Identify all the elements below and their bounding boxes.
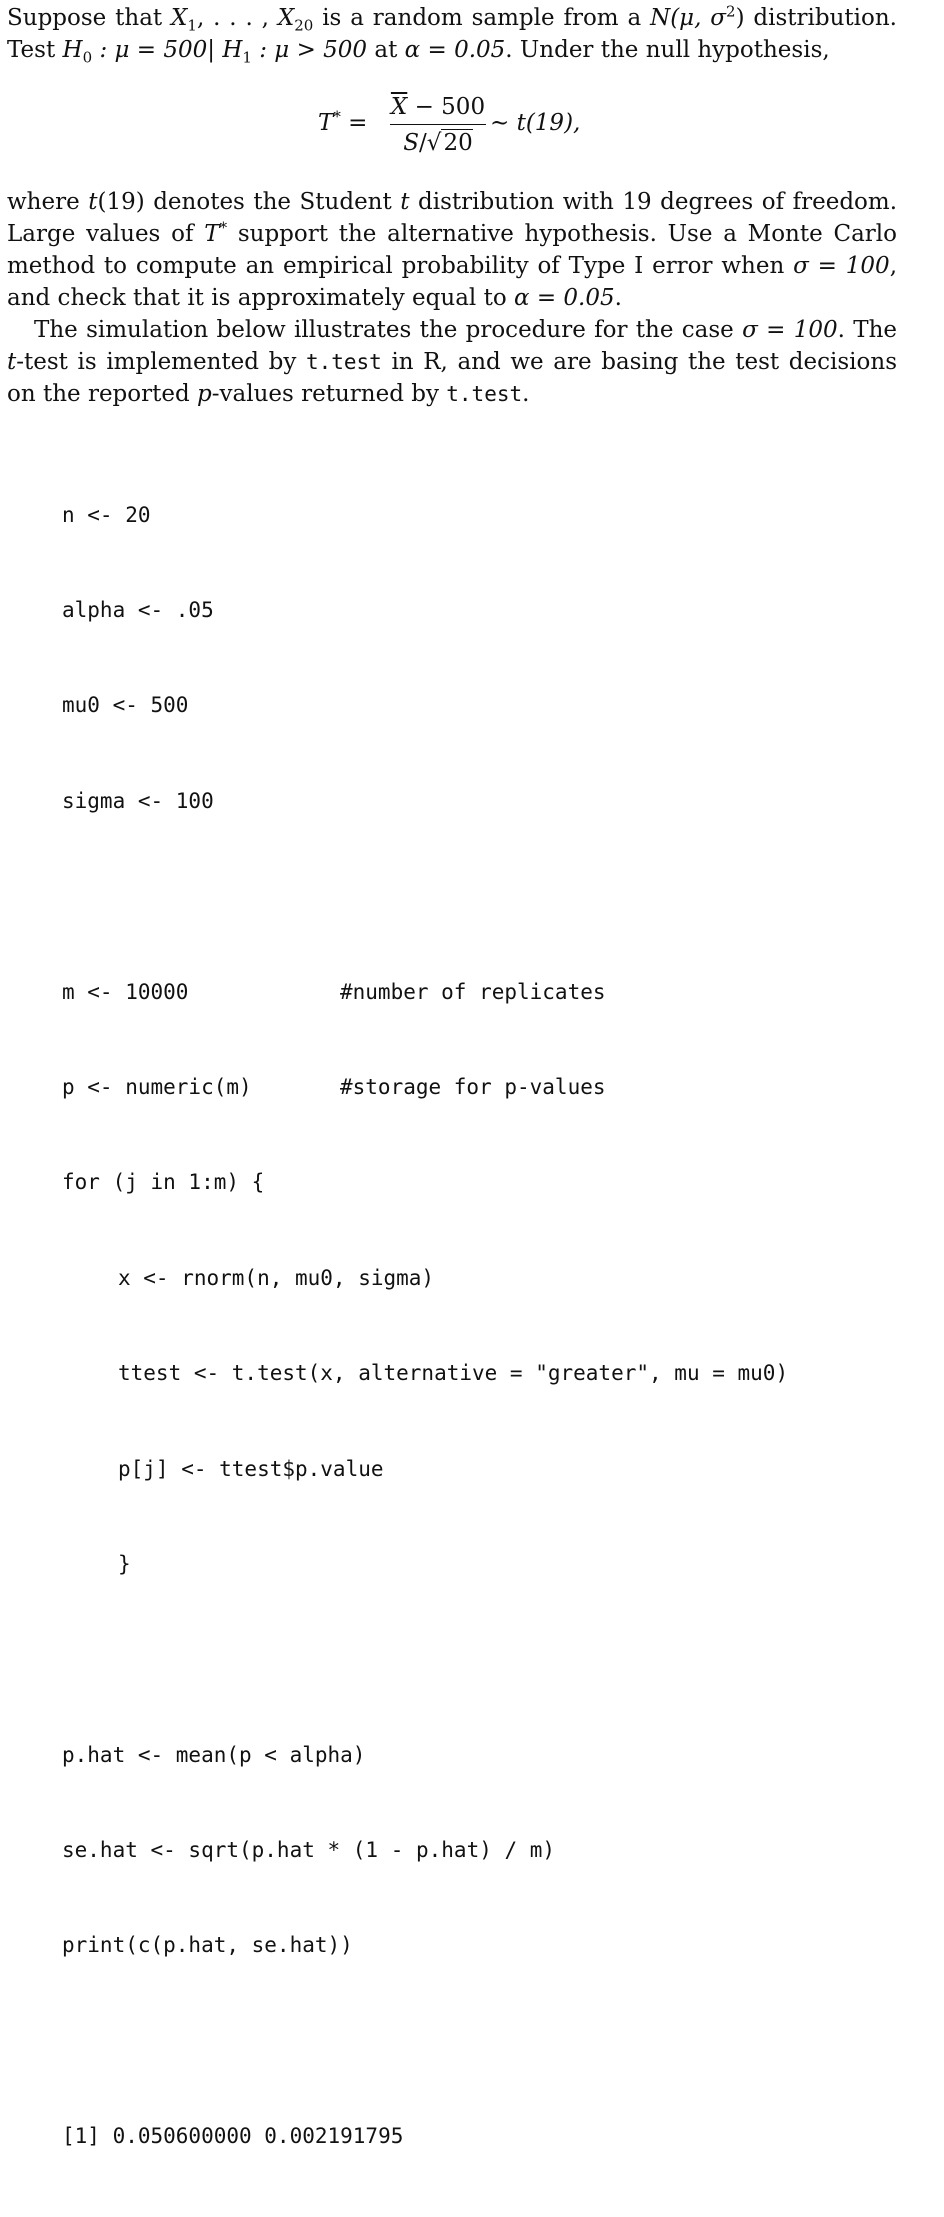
math-var: t (400, 189, 410, 215)
text: is a random sample from a (313, 5, 651, 31)
code-line: alpha <- .05 (62, 597, 214, 622)
math-text: (19) (97, 189, 145, 215)
math-var: H (62, 37, 83, 63)
equation-lhs (318, 107, 368, 136)
test-statistic-equation (0, 88, 944, 168)
math-var: H (222, 37, 243, 63)
math-text: α = 0.05 (404, 37, 506, 63)
code-statement: p <- numeric(m) (62, 1074, 252, 1099)
math-text: σ = 100 (742, 317, 838, 343)
math-var: $\overline{X}$ (390, 94, 408, 120)
math-text: 20 (443, 130, 473, 156)
text: -values returned by (211, 381, 447, 407)
paragraph-description (7, 186, 897, 314)
paragraph-intro (7, 2, 897, 66)
text: denotes the Student (144, 189, 401, 215)
code-line: p.hat <- mean(p < alpha) (62, 1742, 366, 1767)
text: . (522, 381, 530, 407)
text: -test is implemented by (16, 349, 306, 375)
code-blank-line (62, 1644, 902, 1676)
code-line: x <- rnorm(n, mu0, sigma) (118, 1265, 435, 1290)
math-text: ) (735, 5, 745, 31)
text: . The (837, 317, 897, 343)
code-blank-line (62, 881, 902, 913)
code-line: print(c(p.hat, se.hat)) (62, 1933, 353, 1958)
code-statement: for (j in 1:m) { (62, 1170, 265, 1195)
math-text: = (340, 110, 368, 136)
code-statement: m <- 10000 (62, 979, 189, 1004)
math-sub: 1 (242, 48, 252, 67)
text: Suppose that (7, 5, 172, 31)
math-text: − 500 (407, 94, 486, 120)
math-var: t (88, 189, 98, 215)
math-text: , . . . , (196, 5, 278, 31)
math-var: T (318, 110, 334, 136)
text: in R, and we are basing the test decisions on the reported (7, 349, 897, 407)
math-text: : μ > 500 (251, 37, 368, 63)
equation-rhs: ∼ t(19), (490, 110, 581, 136)
text: . Under the null hypothesis, (505, 37, 830, 63)
text: , and check that it is approximately equal to (7, 253, 897, 311)
math-var: X (171, 5, 188, 31)
code-output: [1] 0.050600000 0.002191795 (62, 2124, 404, 2149)
problem-body (7, 186, 897, 410)
fraction-numerator (388, 90, 488, 124)
math-var: X (277, 5, 295, 31)
code-blank-line (62, 2026, 902, 2058)
math-sub: 20 (294, 16, 314, 35)
math-var: S (403, 130, 420, 156)
equation-fraction (388, 90, 488, 159)
math-var: T (204, 221, 220, 247)
code-line (62, 1072, 902, 1104)
math-sub: 0 (82, 48, 93, 67)
text: at (367, 37, 405, 63)
code-line: } (118, 1551, 131, 1576)
code-line (62, 1167, 902, 1199)
code-line: mu0 <- 500 (62, 693, 189, 718)
paragraph-simulation (7, 314, 897, 410)
code-comment: #number of replicates (340, 979, 606, 1004)
text: distribution with 19 degrees of freedom. Large values of (7, 189, 898, 247)
math-sup: * (333, 107, 341, 126)
code-line: se.hat <- sqrt(p.hat * (1 - p.hat) / m) (62, 1838, 556, 1863)
math-sup: * (219, 218, 228, 237)
math-text: σ = 100 (793, 253, 890, 279)
problem-statement (7, 2, 897, 66)
code-comment: #storage for p-values (340, 1074, 606, 1099)
code-line: p[j] <- ttest$p.value (118, 1456, 384, 1481)
code-line (62, 977, 902, 1009)
math-text: α = 0.05 (514, 285, 615, 311)
math-text: : μ = 500| (92, 37, 223, 63)
math-sub: 1 (187, 16, 197, 35)
r-code-block (62, 436, 902, 2217)
math-var: p (197, 381, 212, 407)
text: where (7, 189, 89, 215)
math-text: /√ (419, 130, 442, 156)
math-sup: 2 (726, 2, 736, 21)
code-line: n <- 20 (62, 502, 151, 527)
code-line: sigma <- 100 (62, 788, 214, 813)
inline-code: t.test (305, 350, 382, 374)
math-var: t (7, 349, 17, 375)
text: The simulation below illustrates the procedure for the case (34, 317, 743, 343)
inline-code: t.test (446, 382, 523, 406)
text: distribution. Test (7, 5, 897, 63)
code-line: ttest <- t.test(x, alternative = "greater", mu = mu0) (118, 1361, 789, 1386)
text: support the alternative hypothesis. Use a Monte Carlo method to compute an empirical probability of Type I error when (7, 221, 897, 279)
fraction-denominator (388, 125, 488, 159)
text: . (614, 285, 622, 311)
math-normal: N(μ, σ (650, 5, 727, 31)
